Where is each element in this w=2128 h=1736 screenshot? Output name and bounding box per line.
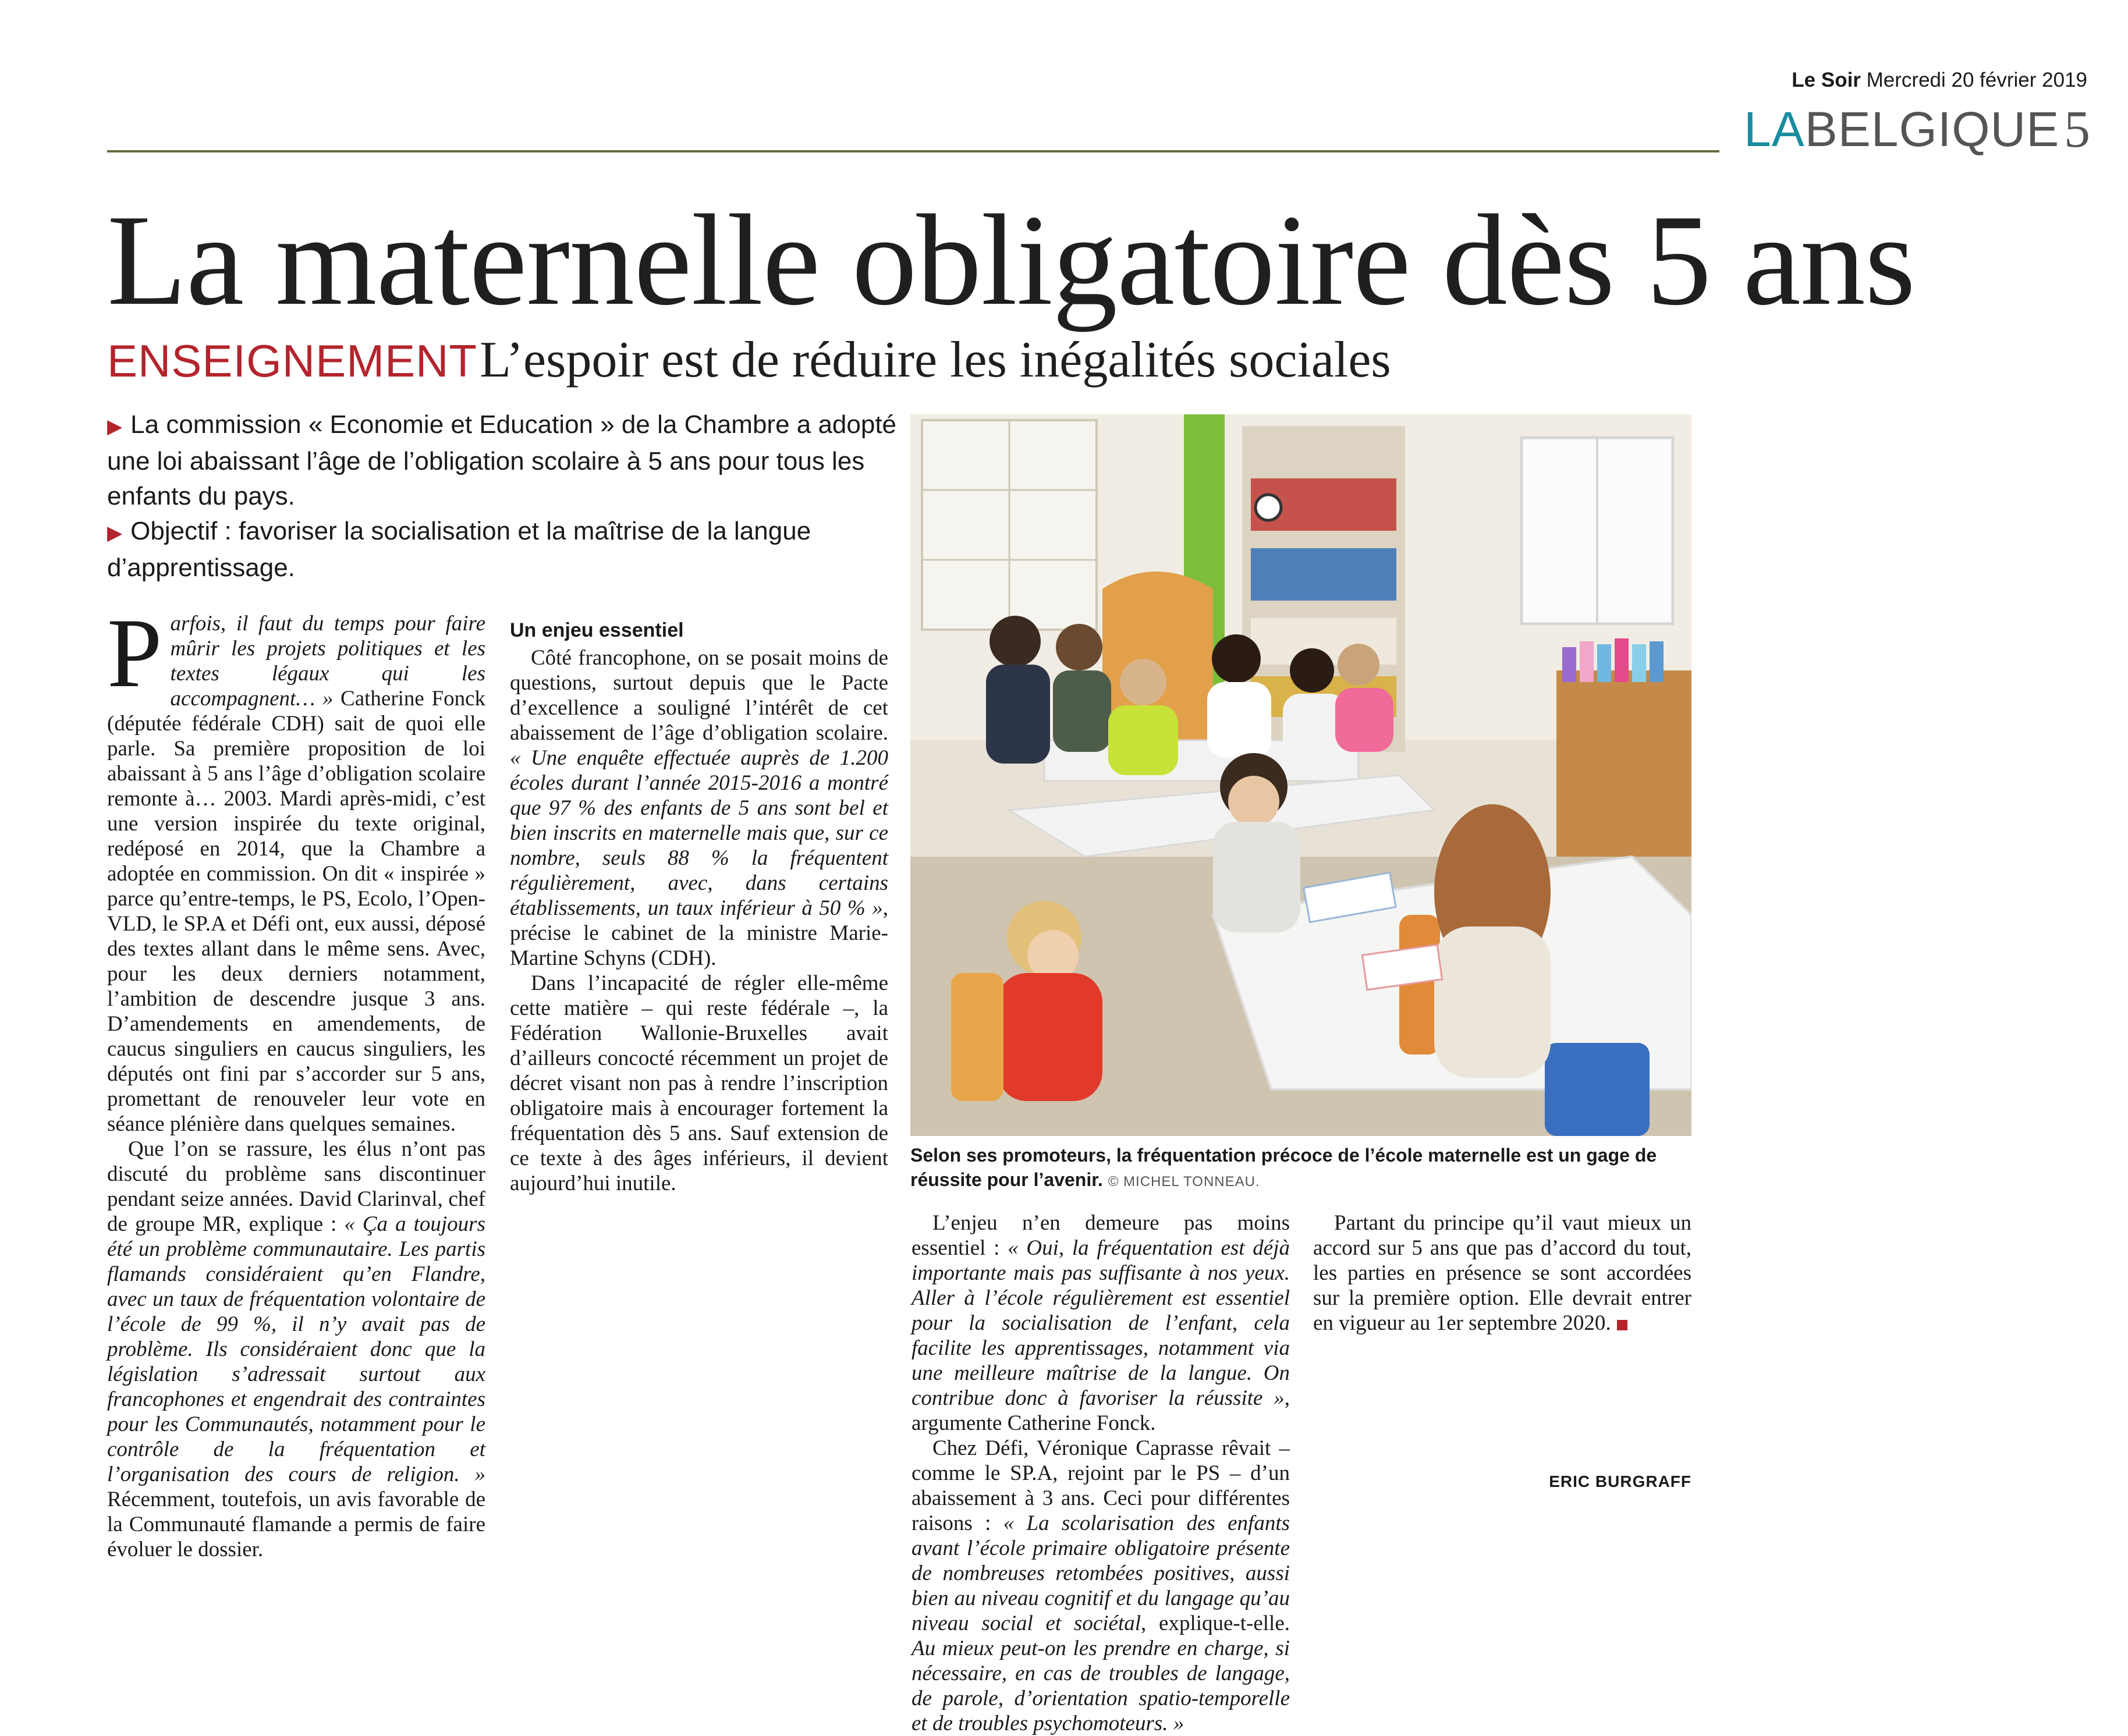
header-rule xyxy=(107,150,1719,152)
kicker: ENSEIGNEMENT xyxy=(107,335,478,386)
drop-cap: P xyxy=(107,598,162,708)
summary-bullet: ▶ Objectif : favoriser la socialisation et la maîtrise de la langue d’apprentissage. xyxy=(107,517,811,582)
quote-text: Au mieux peut-on les prendre en charge, si nécessaire, en cas de troubles de langage, de parole, d’orientation spatio-temporelle et de troubles psychomoteurs. » xyxy=(912,1636,1290,1735)
end-mark-icon xyxy=(1617,1320,1627,1330)
section-label xyxy=(1744,102,2060,157)
triangle-bullet-icon: ▶ xyxy=(107,522,123,544)
triangle-bullet-icon: ▶ xyxy=(107,416,123,438)
issue-date: Mercredi 20 février 2019 xyxy=(1866,69,2087,91)
quote-text: « Ça a toujours été un problème communautaire. Les partis flamands considéraient qu’en Flandre, avec un taux de fréquentation volontaire de l’école de 99 %, il n’y avait pas de problème. Ils considéraient donc que la législation s’adressait surtout aux francophones et engendrait des contraintes pour les Communautés, notamment pour le contrôle de la fréquentation et l’organisation des cours de religion. » xyxy=(107,1212,485,1486)
subhead: Un enjeu essentiel xyxy=(510,619,684,641)
photo-caption xyxy=(910,1143,1691,1194)
paragraph-intro: Parfois, il faut du temps pour faire mûrir les projets politiques et les textes légaux qui les accompagnent… » Catherine Fonck (députée fédérale CDH) sait de quoi elle parle. Sa première proposition de loi abaissant à 5 ans l’âge d’obligation scolaire remonte à… 2003. Mardi après-midi, c’est une version inspirée du texte original, redéposé en 2014, que la Chambre a adoptée en commission. On dit « inspirée » parce qu’entre-temps, le PS, Ecolo, l’Open-VLD, le SP.A et Défi ont, eux aussi, déposé des textes allant dans le même sens. Avec, pour les deux derniers notamment, l’ambition de descendre jusque 3 ans. D’amendements en amendements, de caucus singuliers en caucus singuliers, les députés ont fini par s’accorder sur 5 ans, promettant de renouveler leur vote en séance plénière dans quelques semaines. xyxy=(107,598,486,1136)
section-label-la: LA xyxy=(1744,102,1805,157)
paragraph-federation: Dans l’incapacité de régler elle-même cette matière – qui reste fédérale –, la Fédération Wallonie-Bruxelles avait d’ailleurs concocté récemment un projet de décret visant non pas à rendre l’inscription obligatoire mais à encourager fortement la fréquentation dès 5 ans. Sauf extension de ce texte à des âges inférieurs, il devient aujourd’hui inutile. xyxy=(510,971,888,1195)
paper-date-line xyxy=(1792,69,2087,92)
deck: L’espoir est de réduire les inégalités sociales xyxy=(480,332,1391,388)
paper-name: Le Soir xyxy=(1792,69,1861,91)
body-column-4 xyxy=(1313,1210,1691,1336)
body-column-3 xyxy=(912,1210,1290,1736)
paragraph-clarinval: Que l’on se rassure, les élus n’ont pas discuté du problème sans discontinuer pendant seize années. David Clarinval, chef de groupe MR, explique : « Ça a toujours été un problème communautaire. Les partis flamands considéraient qu’en Flandre, avec un taux de fréquentation volontaire de l’école de 99 %, il n’y avait pas de problème. Ils considéraient donc que la législation s’adressait surtout aux francophones et engendrait des contraintes pour les Communautés, notamment pour le contrôle de la fréquentation et l’organisation des cours de religion. » Récemment, toutefois, un avis favorable de la Communauté flamande a permis de faire évoluer le dossier. xyxy=(107,1137,485,1561)
author-byline: ERIC BURGRAFF xyxy=(1549,1472,1691,1490)
paragraph-francophone: Côté francophone, on se posait moins de questions, surtout depuis que le Pacte d’excellence a souligné l’intérêt de cet abaissement de l’âge d’obligation scolaire. « Une enquête effectuée auprès de 1.200 écoles durant l’année 2015-2016 a montré que 97 % des enfants de 5 ans sont bel et bien inscrits en maternelle mais que, sur ce nombre, seuls 88 % la fréquentent régulièrement, avec, dans certains établissements, un taux inférieur à 50 % », précise le cabinet de la ministre Marie-Martine Schyns (CDH). xyxy=(510,646,888,970)
paragraph-enjeu: L’enjeu n’en demeure pas moins essentiel : « Oui, la fréquentation est déjà importante mais pas suffisante à nos yeux. Aller à l’école régulièrement est essentiel pour la socialisation de l’enfant, cela facilite les apprentissages, notamment via une meilleure maîtrise de la langue. On contribue donc à favoriser la réussite », argumente Catherine Fonck. xyxy=(912,1211,1290,1435)
caption-text: Selon ses promoteurs, la fréquentation précoce de l’école maternelle est un gage de réussite pour l’avenir. xyxy=(910,1145,1657,1190)
classroom-photo-illustration xyxy=(910,414,1691,1136)
section-label-belgique: BELGIQUE xyxy=(1804,102,2060,157)
page-number: 5 xyxy=(2064,101,2090,158)
paragraph-conclusion: Partant du principe qu’il vaut mieux un accord sur 5 ans que pas d’accord du tout, les parties en présence se sont accordées sur la première option. Elle devrait entrer en vigueur au 1er septembre 2020. xyxy=(1313,1211,1691,1335)
headline: La maternelle obligatoire dès 5 ans xyxy=(107,188,1916,332)
body-column-2 xyxy=(510,611,888,1196)
classroom-photo xyxy=(910,414,1691,1136)
photo-credit: © MICHEL TONNEAU. xyxy=(1108,1174,1260,1190)
quote-text: « La scolarisation des enfants avant l’école primaire obligatoire présente de nombreuses retombées positives, aussi bien au niveau cognitif et du langage qu’au niveau social et sociétal xyxy=(912,1511,1290,1635)
summary-bullet: ▶ La commission « Economie et Education » de la Chambre a adopté une loi abaissant l’âge de l’obligation scolaire à 5 ans pour tous les enfants du pays. xyxy=(107,410,897,510)
subheadline xyxy=(107,332,1391,388)
quote-text: « Une enquête effectuée auprès de 1.200 écoles durant l’année 2015-2016 a montré que 97 % des enfants de 5 ans sont bel et bien inscrits en maternelle mais que, sur ce nombre, seuls 88 % la fréquentent régulièrement, avec, dans certains établissements, un taux inférieur à 50 % » xyxy=(510,746,888,920)
summary-bullets xyxy=(107,407,922,585)
quote-text: « Oui, la fréquentation est déjà importante mais pas suffisante à nos yeux. Aller à l’école régulièrement est essentiel pour la socialisation de l’enfant, cela facilite les apprentissages, notamment via une meilleure maîtrise de la langue. On contribue donc à favoriser la réussite » xyxy=(912,1236,1290,1410)
paragraph-defi: Chez Défi, Véronique Caprasse rêvait – comme le SP.A, rejoint par le PS – d’un abaissement à 3 ans. Ceci pour différentes raisons : « La scolarisation des enfants avant l’école primaire obligatoire présente de nombreuses retombées positives, aussi bien au niveau cognitif et du langage qu’au niveau social et sociétal, explique-t-elle. Au mieux peut-on les prendre en charge, si nécessaire, en cas de troubles de langage, de parole, d’orientation spatio-temporelle et de troubles psychomoteurs. » xyxy=(912,1436,1290,1735)
body-column-1 xyxy=(107,598,486,1562)
